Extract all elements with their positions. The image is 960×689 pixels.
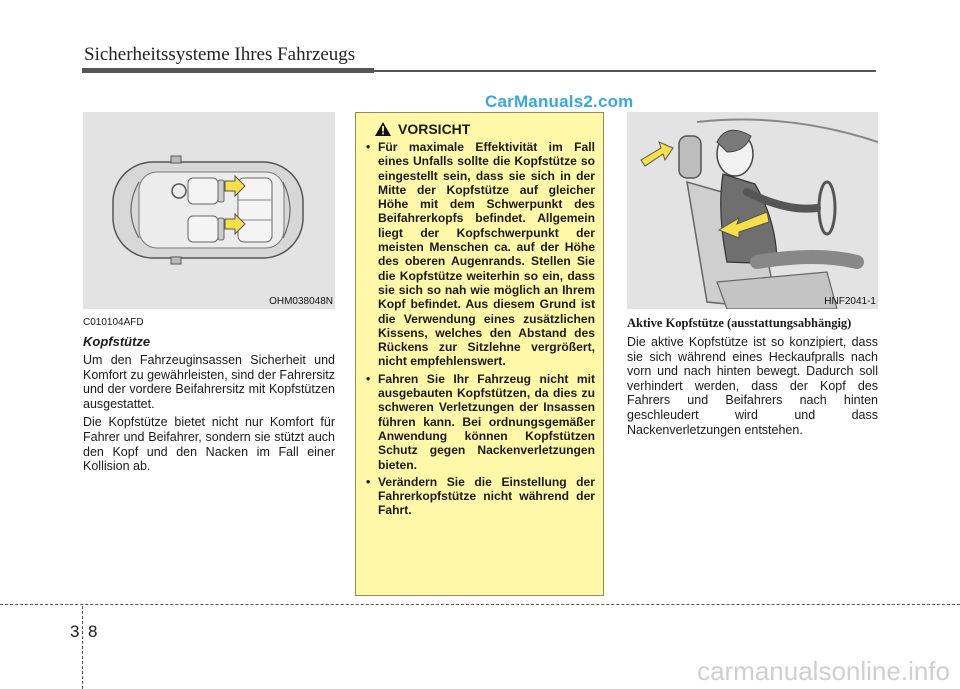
right-column — [627, 112, 878, 437]
caution-item — [366, 140, 595, 369]
footer-watermark[interactable]: carmanualsonline.info — [697, 656, 950, 686]
caution-item — [366, 475, 595, 518]
watermark-link[interactable]: CarManuals2.com — [485, 92, 634, 111]
footer-divider — [0, 604, 960, 605]
left-column — [83, 112, 335, 474]
page-chapter: 3 — [70, 622, 80, 641]
caution-title: VORSICHT — [398, 121, 471, 137]
footer-divider-vertical — [82, 606, 83, 689]
caution-header — [374, 121, 595, 137]
caution-list — [366, 140, 595, 518]
car-topview-illustration — [83, 112, 335, 309]
driver-seat-drawing — [627, 112, 878, 309]
body-paragraph: Die aktive Kopfstütze ist so konzipiert, dass sie sich während eines Heckaufpralls nach vorn und nach hinten bewegt. Dadurch soll verhindert werden, dass der Kopf des Fahrers und Beifahrers nach hinten geschleudert wird und dass Nackenverletzungen entstehen. — [627, 335, 878, 437]
image-caption: OHM038048N — [269, 296, 333, 307]
section-code: C010104AFD — [83, 317, 144, 328]
section-subheading: Kopfstütze — [83, 334, 151, 349]
caution-item-text: Fahren Sie Ihr Fahrzeug nicht mit ausgebauten Kopfstützen, da dies zu schweren Verletzungen der Insassen führen kann. Bei ordnungsgemäßer Anwendung können Kopfstützen Schutz gegen Nackenverletzungen bieten. — [378, 371, 595, 472]
page-header-title: Sicherheitssysteme Ihres Fahrzeugs — [84, 44, 356, 65]
caution-item — [366, 372, 595, 472]
car-topview-drawing — [83, 112, 335, 309]
caution-item-text: Verändern Sie die Einstellung der Fahrerkopfstütze nicht während der Fahrt. — [378, 474, 595, 518]
bullet: • — [366, 140, 371, 154]
bullet: • — [366, 474, 371, 489]
header-rule-thin — [374, 70, 876, 72]
header-rule-thick — [82, 68, 374, 73]
page-number: 8 — [88, 622, 98, 641]
body-paragraph: Die Kopfstütze bietet nicht nur Komfort für Fahrer und Beifahrer, sondern sie stützt auch den Kopf und den Nacken im Fall einer Kollision ab. — [83, 415, 335, 474]
warning-triangle-icon — [374, 121, 392, 137]
caution-box — [355, 112, 604, 596]
caution-item-text: Für maximale Effektivität im Fall eines Unfalls sollte die Kopfstütze so eingestellt sein, dass sie sich in der Mitte der Kopfstütze auf gleicher Höhe mit dem Schwerpunkt des Beifahrerkopfs befindet. Allgemein liegt der Kopfschwerpunkt der meisten Menschen ca. auf der Höhe des oberen Augenrands. Stellen Sie die Kopfstütze weiterhin so ein, dass sie sich so nah wie möglich an Ihrem Kopf befindet. Aus diesem Grund ist die Verwendung eines zusätzlichen Kissens, welches den Abstand des Rückens zur Sitzlehne vergrößert, nicht empfehlenswert. — [378, 140, 595, 369]
section-heading: Aktive Kopfstütze (ausstattungsabhängig) — [627, 316, 852, 330]
bullet: • — [366, 371, 371, 386]
body-paragraph: Um den Fahrzeuginsassen Sicherheit und Komfort zu gewährleisten, sind der Fahrersitz und der vordere Beifahrersitz mit Kopfstützen ausgestattet. — [83, 353, 335, 411]
image-caption: HNF2041-1 — [824, 296, 876, 307]
driver-headrest-illustration — [627, 112, 878, 309]
